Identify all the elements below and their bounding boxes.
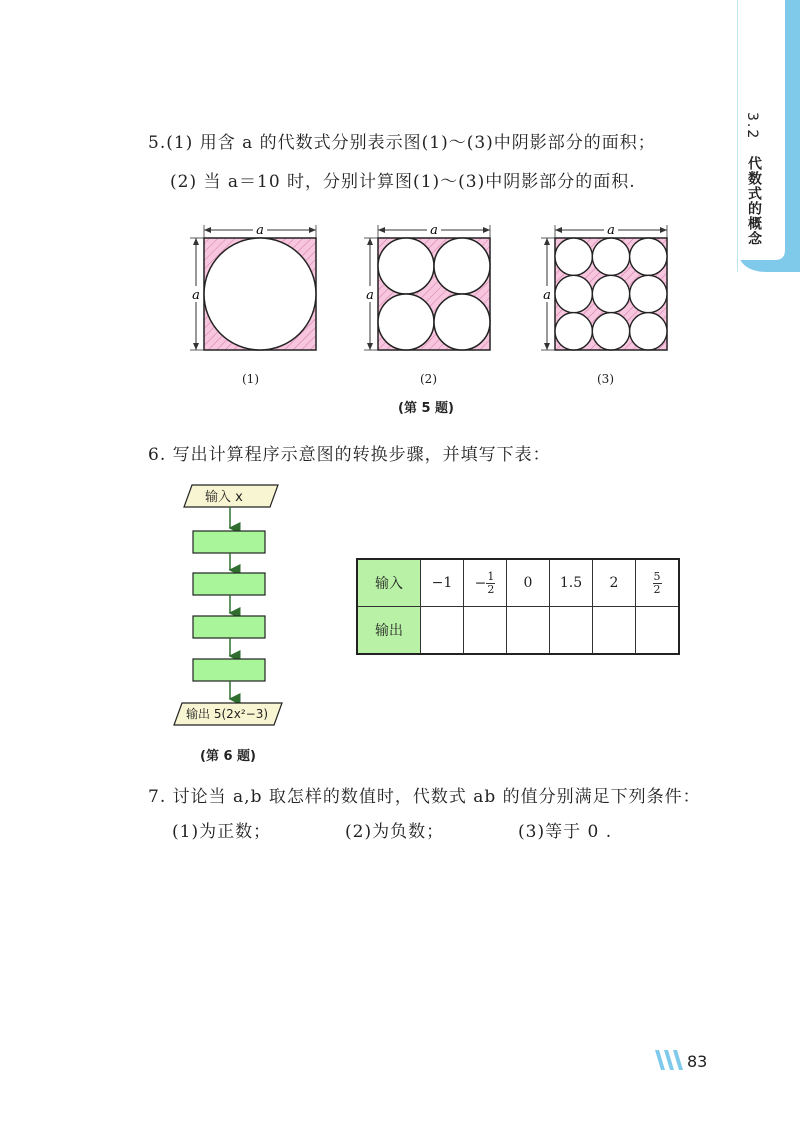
figure-3 bbox=[540, 223, 667, 350]
input-cell-6 bbox=[636, 559, 680, 607]
flow-step-1 bbox=[193, 531, 265, 553]
q6-flowchart bbox=[170, 480, 290, 732]
q5-figure-caption: (第 5 题) bbox=[398, 401, 454, 416]
figure-2-caption: (2) bbox=[420, 372, 437, 386]
q6-text: 6. 写出计算程序示意图的转换步骤，并填写下表： bbox=[148, 445, 551, 465]
figure-3-caption: (3) bbox=[597, 372, 614, 386]
five-half-den: 2 bbox=[653, 582, 661, 596]
table-row-input bbox=[357, 559, 679, 607]
output-cell-4 bbox=[550, 607, 593, 655]
five-half-num: 5 bbox=[653, 569, 661, 583]
input-cell-3: 0 bbox=[507, 559, 550, 607]
q6-io-table bbox=[356, 558, 680, 655]
flow-step-2 bbox=[193, 573, 265, 595]
figure-2 bbox=[363, 223, 490, 350]
neg-half-fraction bbox=[486, 571, 495, 596]
flow-input-label: 输入 x bbox=[205, 490, 243, 505]
input-cell-4: 1.5 bbox=[550, 559, 593, 607]
figure-1 bbox=[189, 223, 316, 350]
table-row-output bbox=[357, 607, 679, 655]
section-number: 3.2 bbox=[744, 112, 760, 141]
output-cell-6 bbox=[636, 607, 680, 655]
flow-step-3 bbox=[193, 616, 265, 638]
figure-3-side-label: a bbox=[543, 288, 551, 303]
figure-1-circle bbox=[204, 238, 316, 350]
q6-figure-caption: (第 6 题) bbox=[200, 749, 256, 764]
input-cell-1: −1 bbox=[421, 559, 464, 607]
figure-1-caption: (1) bbox=[242, 372, 259, 386]
page-number-stripes-icon bbox=[655, 1050, 685, 1070]
figure-1-side-label: a bbox=[192, 288, 200, 303]
output-cell-3 bbox=[507, 607, 550, 655]
neg-half-den: 2 bbox=[487, 582, 495, 596]
table-header-output: 输出 bbox=[357, 607, 421, 655]
q7-option-1: (1)为正数； bbox=[172, 822, 272, 842]
figure-2-top-label: a bbox=[430, 223, 438, 238]
q5-line1: 5.(1) 用含 a 的代数式分别表示图(1)～(3)中阴影部分的面积； bbox=[148, 133, 656, 153]
page-number: 83 bbox=[687, 1052, 708, 1071]
figure-2-side-label: a bbox=[366, 288, 374, 303]
flow-output-label: 输出 5(2x²−3) bbox=[186, 707, 269, 721]
figure-1-top-label: a bbox=[256, 223, 264, 238]
input-cell-5: 2 bbox=[593, 559, 636, 607]
input-cell-2 bbox=[464, 559, 507, 607]
q5-figures bbox=[185, 220, 695, 370]
flow-step-4 bbox=[193, 659, 265, 681]
neg-half-num: 1 bbox=[487, 569, 495, 583]
output-cell-1 bbox=[421, 607, 464, 655]
output-cell-2 bbox=[464, 607, 507, 655]
q7-option-3: (3)等于 0 . bbox=[518, 822, 613, 842]
output-cell-5 bbox=[593, 607, 636, 655]
q7-text: 7. 讨论当 a,b 取怎样的数值时，代数式 ab 的值分别满足下列条件： bbox=[148, 787, 701, 807]
q7-option-2: (2)为负数； bbox=[345, 822, 445, 842]
q5-line2: (2) 当 a＝10 时，分别计算图(1)～(3)中阴影部分的面积. bbox=[170, 172, 636, 192]
neg-sign: − bbox=[474, 575, 487, 591]
chapter-side-label bbox=[742, 112, 782, 252]
section-title: 代数式的概念 bbox=[746, 156, 762, 246]
five-half-fraction bbox=[653, 571, 662, 596]
table-header-input: 输入 bbox=[357, 559, 421, 607]
figure-3-top-label: a bbox=[607, 223, 615, 238]
